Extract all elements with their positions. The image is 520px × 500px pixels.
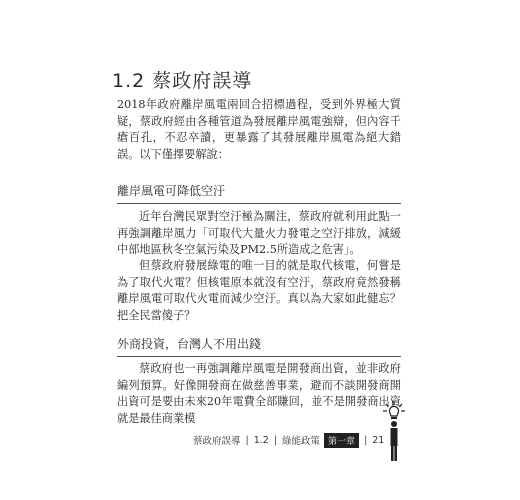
subsection-rule xyxy=(117,203,401,204)
subsection-rule xyxy=(117,356,401,357)
footer-number: 1.2 xyxy=(253,434,269,446)
body-paragraph: 近年台灣民眾對空汙極為關注，蔡政府就利用此點一再強調離岸風力「可取代大量火力發電之空汙排放，減緩中部地區秋冬空氣污染及PM2.5所造成之危害」。 xyxy=(117,210,401,256)
lightbulb-person-icon xyxy=(382,400,406,462)
footer-divider: | xyxy=(273,434,278,446)
footer-divider: | xyxy=(364,434,368,446)
footer-section: 蔡政府誤導 xyxy=(193,436,241,447)
subsection-title-air-pollution: 離岸風電可降低空汙 xyxy=(117,184,226,198)
page-footer xyxy=(193,433,384,447)
body-paragraph: 蔡政府也一再強調離岸風電是開發商出資，並非政府編列預算。好像開發商在做慈善事業，避而不談開發商開出資可是要由未來20年電費全部賺回，並不是開發商出資就是最佳商業模 xyxy=(117,362,401,425)
subsection-title-foreign-investment: 外商投資，台灣人不用出錢 xyxy=(117,337,262,351)
page-number: 21 xyxy=(372,434,385,446)
intro-paragraph: 2018年政府離岸風電兩回合招標過程，受到外界極大質疑，蔡政府經由各種管道為發展離岸風電強辯，但內容千瘡百孔，不忍卒讀，更暴露了其發展離岸風電為絕大錯誤。以下僅擇要解說： xyxy=(117,98,401,161)
chapter-badge: 第一章 xyxy=(324,433,359,448)
section-heading: 1.2 蔡政府誤導 xyxy=(112,70,253,92)
body-paragraph: 但蔡政府發展綠電的唯一目的就是取代核電，何嘗是為了取代火電？但核電原本就沒有空汙，蔡政府竟然發稱離岸風電可取代火電而減少空汙。真以為大家如此健忘？把全民當傻子？ xyxy=(117,259,401,322)
footer-divider: | xyxy=(245,434,249,446)
footer-topic: 綠能政策 xyxy=(282,436,321,447)
